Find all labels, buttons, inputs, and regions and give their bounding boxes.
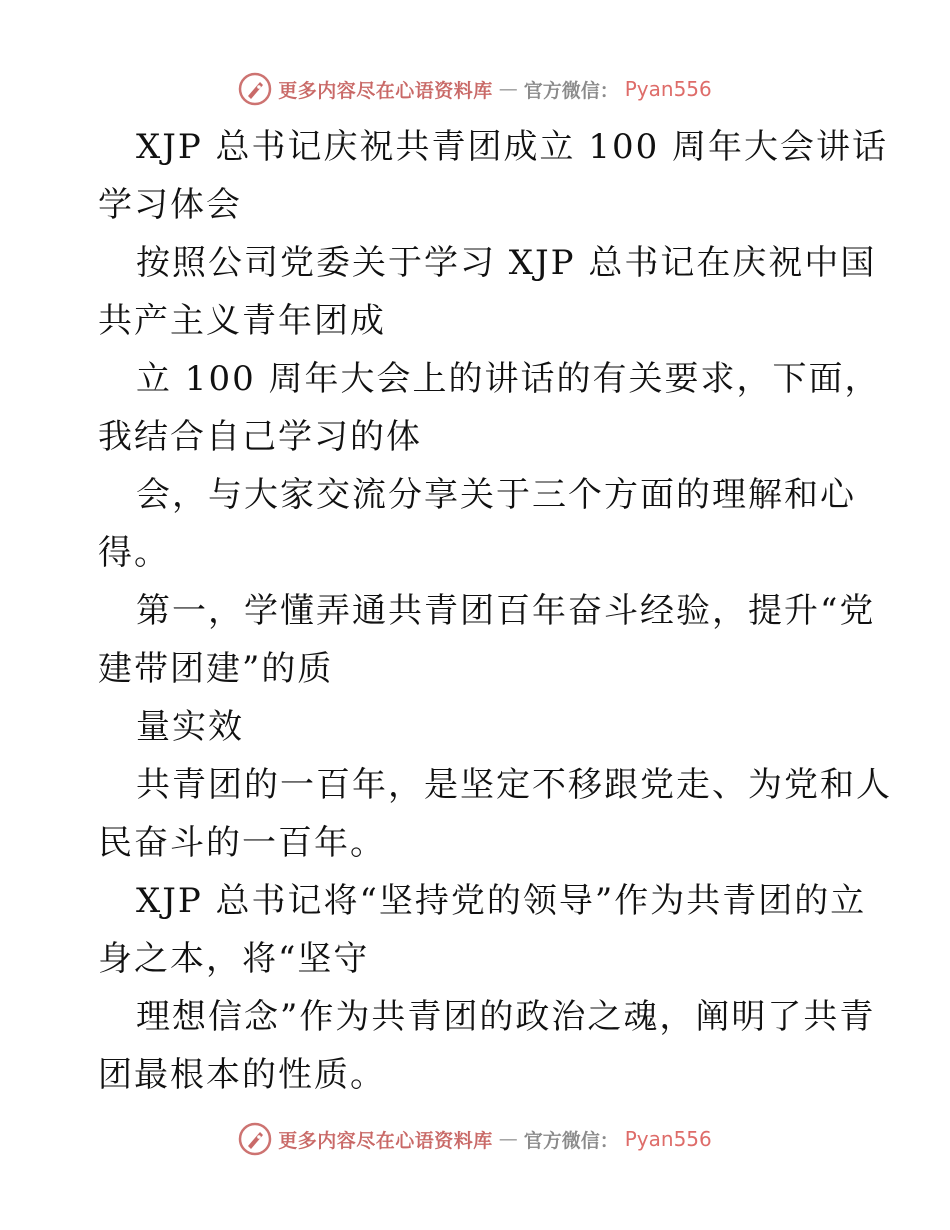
text-line: 得。	[98, 533, 170, 573]
watermark-official-label: 官方微信：	[523, 1129, 619, 1152]
text-line: 团最根本的性质。	[98, 1055, 386, 1095]
text-line: 学习体会	[98, 185, 242, 225]
header-watermark	[0, 72, 950, 106]
text-line: 共产主义青年团成	[98, 301, 386, 341]
text-line: XJP 总书记庆祝共青团成立 100 周年大会讲话	[136, 127, 889, 167]
text-line: 建带团建”的质	[98, 649, 334, 689]
text-line: 我结合自己学习的体	[98, 417, 422, 457]
text-line: XJP 总书记将“坚持党的领导”作为共青团的立	[136, 881, 867, 921]
text-line: 量实效	[136, 707, 244, 747]
document-body	[98, 118, 892, 1104]
text-line: 按照公司党委关于学习 XJP 总书记在庆祝中国	[136, 243, 877, 283]
footer-watermark	[0, 1122, 950, 1156]
text-line: 立 100 周年大会上的讲话的有关要求，下面，	[136, 359, 881, 399]
text-line: 民奋斗的一百年。	[98, 823, 386, 863]
watermark-wechat-id: Pyan556	[624, 77, 712, 101]
watermark-brand: 更多内容尽在心语资料库	[278, 79, 493, 102]
text-line: 第一，学懂弄通共青团百年奋斗经验，提升“党	[136, 591, 876, 631]
pen-nib-logo-icon	[238, 1122, 272, 1156]
watermark-brand: 更多内容尽在心语资料库	[278, 1129, 493, 1152]
watermark-separator: —	[498, 78, 518, 100]
text-line: 理想信念”作为共青团的政治之魂，阐明了共青	[136, 997, 876, 1037]
text-line: 身之本，将“坚守	[98, 939, 370, 979]
text-line: 共青团的一百年，是坚定不移跟党走、为党和人	[136, 765, 892, 805]
pen-nib-logo-icon	[238, 72, 272, 106]
watermark-official-label: 官方微信：	[523, 79, 619, 102]
watermark-separator: —	[498, 1128, 518, 1150]
text-line: 会，与大家交流分享关于三个方面的理解和心	[136, 475, 856, 515]
watermark-wechat-id: Pyan556	[624, 1127, 712, 1151]
